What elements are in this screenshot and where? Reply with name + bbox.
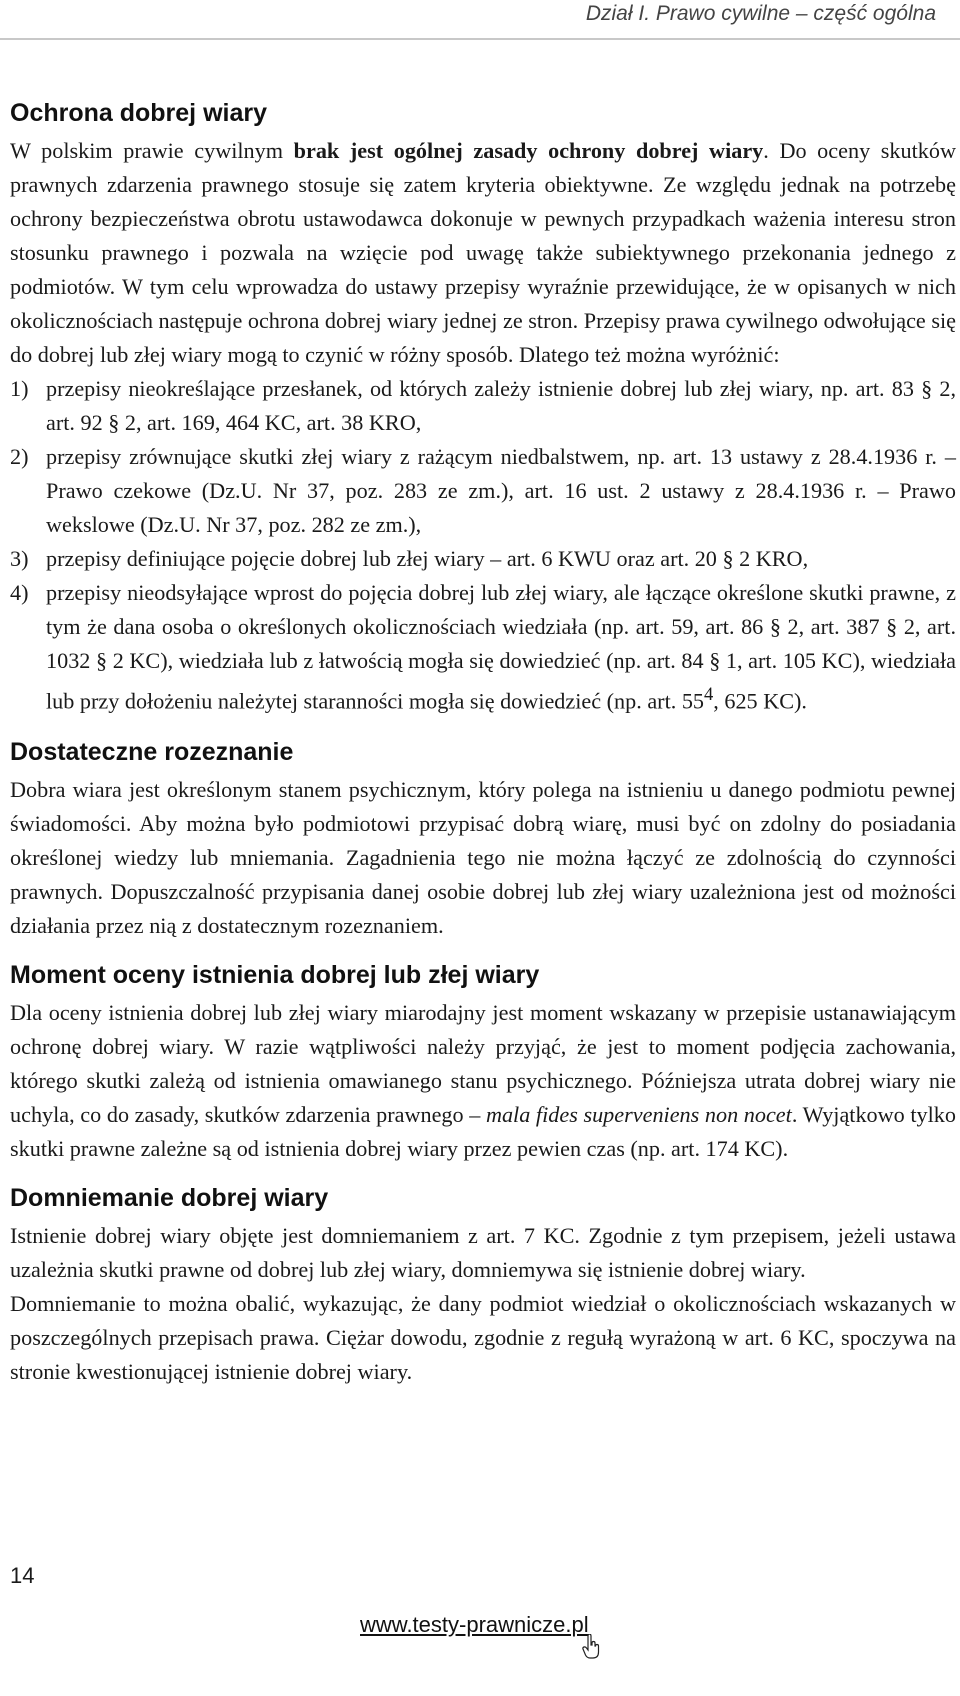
superscript: 4	[704, 685, 714, 705]
section-title: Ochrona dobrej wiary	[10, 99, 268, 127]
paragraph	[10, 996, 956, 1166]
list-item-text: przepisy zrównujące skutki złej wiary z rażącym niedbalstwem, np. art. 13 ustawy z 28.4.1936 r. – Prawo czekowe (Dz.U. Nr 37, poz. 283 ze zm.), art. 16 ust. 2 ustawy z 28.4.1936 r. – Prawo wekslowe (Dz.U. Nr 37, poz. 282 ze zm.),	[46, 444, 956, 537]
list-number: 1)	[10, 376, 29, 401]
text-run: W polskim prawie cywilnym	[10, 138, 294, 163]
provisions-list	[10, 372, 956, 718]
page-content	[10, 96, 956, 1389]
section-title: Domniemanie dobrej wiary	[10, 1184, 329, 1213]
text-run: przepisy nieodsyłające wprost do pojęcia dobrej lub złej wiary, ale łączące określone skutki prawne, z tym że dana osoba o określonych okolicznościach wiedziała (np. art. 59, art. 86 § 2, art. 387 § 2, art. 1032 § 2 KC), wiedziała lub z łatwością mogła się dowiedzieć (np. art. 84 § 1, art. 105 KC), wiedziała lub przy dołożeniu należytej staranności mogła się dowiedzieć (np. art. 55	[46, 580, 956, 714]
text-run: Dla oceny istnienia dobrej lub złej wiary miarodajny jest moment wskazany w przepisie ustanawiającym ochronę dobrej wiary. W razie wątpliwości należy przyjąć, że jest to moment podjęcia zachowania, którego skutki zależą od istnienia omawianego stanu psychicznego. Późniejsza utrata dobrej wiary nie uchyla, co do zasady, skutków zdarzenia prawnego –	[10, 1000, 956, 1128]
text-run: , 625 KC).	[713, 688, 807, 714]
paragraph: Domniemanie to można obalić, wykazując, że dany podmiot wiedział o okolicznościach wskazanych w poszczególnych przepisach prawa. Ciężar dowodu, zgodnie z regułą wyrażoną w art. 6 KC, spoczywa na stronie kwestionującej istnienie dobrej wiary.	[10, 1291, 956, 1385]
list-item	[10, 372, 956, 440]
text-run: . Wyjątkowo tylko skutki prawne zależne są od istnienia dobrej wiary przez pewien czas (np. art. 174 KC).	[10, 1102, 956, 1162]
section-ochrona-dobrej-wiary	[10, 96, 956, 718]
italic-text-run: mala fides superveniens non nocet	[485, 1102, 792, 1128]
section-dostateczne-rozeznanie	[10, 735, 956, 943]
list-number: 2)	[10, 444, 29, 469]
list-number: 4)	[10, 580, 29, 605]
paragraph	[10, 134, 956, 372]
bold-text-run: brak jest ogólnej zasady ochrony dobrej wiary	[293, 138, 764, 163]
running-header-title: Dział I. Prawo cywilne – część ogólna	[585, 2, 936, 25]
list-item	[10, 542, 956, 576]
paragraph: Istnienie dobrej wiary objęte jest domniemaniem z art. 7 KC. Zgodnie z tym przepisem, jeżeli ustawa uzależnia skutki prawne od dobrej lub złej wiary, domniemywa się istnienie dobrej wiary.	[10, 1223, 956, 1283]
list-item-text	[46, 576, 956, 718]
list-item	[10, 576, 956, 718]
list-number: 3)	[10, 546, 29, 571]
list-item	[10, 440, 956, 542]
text-run: . Do oceny skutków prawnych zdarzenia prawnego stosuje się zatem kryteria obiektywne. Ze względu jednak na potrzebę ochrony bezpieczeństwa obrotu ustawodawca dokonuje w pewnych przypadkach ważenia interesu stron stosunku prawnego i pozwala na wzięcie pod uwagę także subiektywnego przekonania jednego z podmiotów. W tym celu wprowadza do ustawy przepisy wyraźnie przewidujące, że w opisanych w nich okolicznościach następuje ochrona dobrej wiary jednej ze stron. Przepisy prawa cywilnego odwołujące się do dobrej lub złej wiary mogą to czynić w różny sposób. Dlatego też można wyróżnić:	[10, 138, 956, 367]
list-item-text: przepisy definiujące pojęcie dobrej lub złej wiary – art. 6 KWU oraz art. 20 § 2 KRO,	[46, 546, 809, 571]
hand-pointer-icon	[582, 1634, 600, 1665]
page-number: 14	[10, 1563, 35, 1588]
section-domniemanie-dobrej-wiary	[10, 1181, 956, 1389]
header-rule	[0, 38, 960, 40]
section-title: Dostateczne rozeznanie	[10, 738, 294, 767]
list-item-text: przepisy nieokreślające przesłanek, od których zależy istnienie dobrej lub złej wiary, np. art. 83 § 2, art. 92 § 2, art. 169, 464 KC, art. 38 KRO,	[46, 376, 956, 435]
website-link[interactable]: www.testy-prawnicze.pl	[360, 1612, 589, 1637]
section-moment-oceny	[10, 958, 956, 1166]
section-title: Moment oceny istnienia dobrej lub złej wiary	[10, 961, 540, 990]
paragraph: Dobra wiara jest określonym stanem psychicznym, który polega na istnieniu u danego podmiotu pewnej świadomości. Aby można było podmiotowi przypisać dobrą wiarę, musi być on zdolny do posiadania określonej wiedzy lub mniemania. Zagadnienia tego nie można łączyć ze zdolnością do czynności prawnych. Dopuszczalność przypisania danej osobie dobrej lub złej wiary uzależniona jest od możności działania przez nią z dostatecznym rozeznaniem.	[10, 777, 956, 939]
page-header	[0, 0, 960, 40]
